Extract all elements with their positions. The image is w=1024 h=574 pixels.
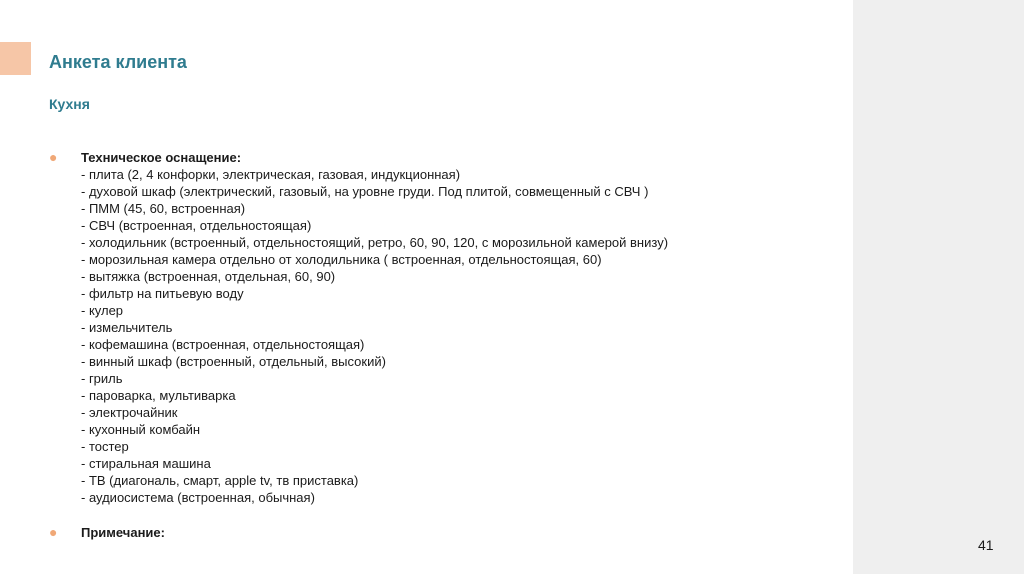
equipment-item: - СВЧ (встроенная, отдельностоящая) [81,218,312,233]
equipment-item: - фильтр на питьевую воду [81,286,244,301]
equipment-item: - ПММ (45, 60, встроенная) [81,201,246,216]
bullet-icon: ● [49,149,58,165]
slide-title: Анкета клиента [49,52,187,72]
equipment-item: - гриль [81,371,123,386]
side-panel [853,0,1024,574]
accent-block [0,42,31,75]
equipment-item: - стиральная машина [81,456,211,471]
equipment-item: - вытяжка (встроенная, отдельная, 60, 90) [81,269,336,284]
equipment-section [49,149,839,506]
equipment-item: - плита (2, 4 конфорки, электрическая, газовая, индукционная) [81,167,461,182]
equipment-item: - кухонный комбайн [81,422,201,437]
equipment-heading: Техническое оснащение: [81,150,242,165]
equipment-list [81,166,839,506]
equipment-item: - тостер [81,439,129,454]
equipment-item: - холодильник (встроенный, отдельностоящий, ретро, 60, 90, 120, с морозильной камерой внизу) [81,235,669,250]
equipment-item: - аудиосистема (встроенная, обычная) [81,490,315,505]
equipment-item: - ТВ (диагональ, смарт, apple tv, тв приставка) [81,473,359,488]
equipment-item: - духовой шкаф (электрический, газовый, на уровне груди. Под плитой, совмещенный с СВЧ ) [81,184,649,199]
note-body [81,524,839,541]
page-number: 41 [978,537,994,553]
equipment-item: - электрочайник [81,405,178,420]
equipment-item: - кофемашина (встроенная, отдельностоящая) [81,337,365,352]
equipment-item: - кулер [81,303,124,318]
equipment-item: - морозильная камера отдельно от холодильника ( встроенная, отдельностоящая, 60) [81,252,602,267]
equipment-item: - пароварка, мультиварка [81,388,236,403]
slide-subtitle: Кухня [49,96,90,112]
note-section [49,524,839,541]
bullet-icon: ● [49,524,58,540]
equipment-item: - винный шкаф (встроенный, отдельный, высокий) [81,354,386,369]
note-heading: Примечание: [81,525,165,540]
equipment-item: - измельчитель [81,320,173,335]
equipment-body [81,149,839,506]
